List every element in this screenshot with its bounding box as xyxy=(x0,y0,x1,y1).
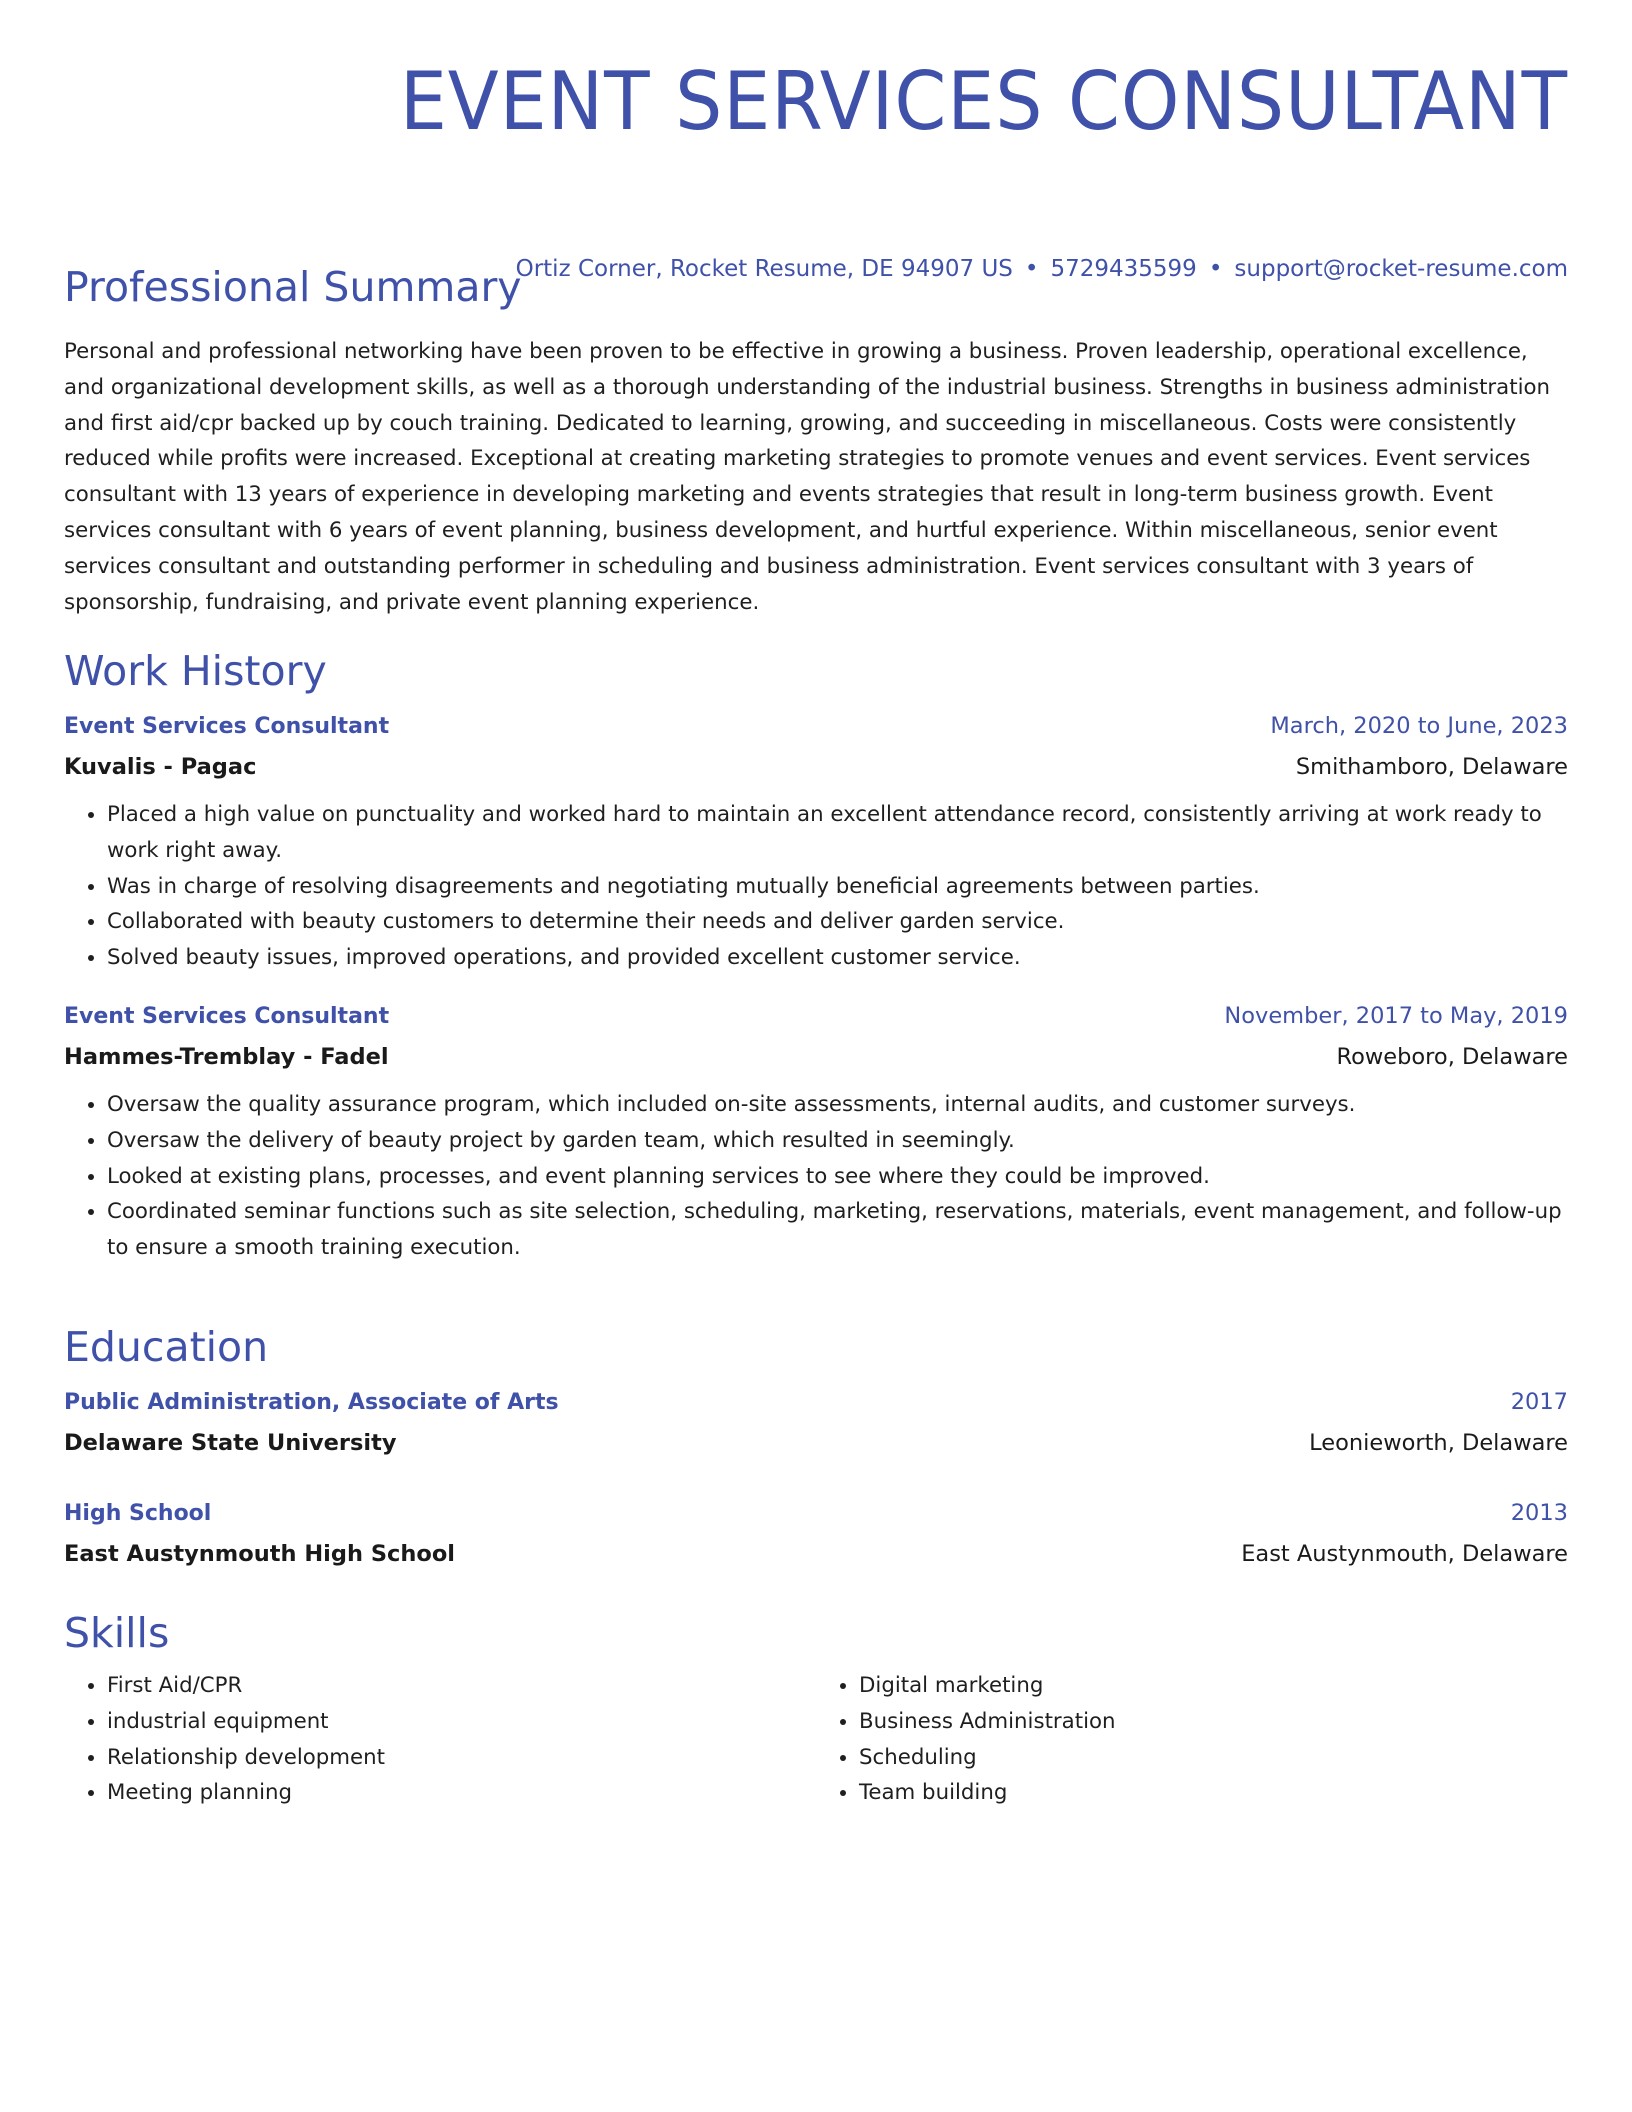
summary-section xyxy=(64,262,1568,620)
job-role: Event Services Consultant xyxy=(64,714,390,739)
job-dates: March, 2020 to June, 2023 xyxy=(1270,713,1568,739)
skills-list xyxy=(64,1668,816,1811)
job-bullet: • Coordinated seminar functions such as site selection, scheduling, marketing, reservations, materials, event management, and follow-up to ensure a smooth training execution. xyxy=(107,1194,1568,1266)
skill-item: • Relationship development xyxy=(107,1740,816,1776)
contact-email: support@rocket-resume.com xyxy=(1234,256,1568,282)
education-school-row xyxy=(64,1534,1568,1574)
job-company-row xyxy=(64,747,1568,787)
skill-item: • Team building xyxy=(859,1775,1568,1811)
skills-column-right xyxy=(816,1668,1568,1811)
summary-text: Personal and professional networking have been proven to be effective in growing a business. Proven leadership, operational excellence, and organizational development skills, as well as a thorough understanding of the industrial business. Strengths in business administration and first aid/cpr backed up by couch training. Dedicated to learning, growing, and succeeding in miscellaneous. Costs were consistently reduced while profits were increased. Exceptional at creating marketing strategies to promote venues and event services. Event services consultant with 13 years of experience in developing marketing and events strategies that result in long-term business growth. Event services consultant with 6 years of event planning, business development, and hurtful experience. Within miscellaneous, senior event services consultant and outstanding performer in scheduling and business administration. Event services consultant with 3 years of sponsorship, fundraising, and private event planning experience. xyxy=(64,339,1551,615)
job-company: Kuvalis - Pagac xyxy=(64,754,257,780)
skills-column-left xyxy=(64,1668,816,1811)
skill-item: • industrial equipment xyxy=(107,1704,816,1740)
skills-list xyxy=(816,1668,1568,1811)
job-bullet: • Placed a high value on punctuality and worked hard to maintain an excellent attendance record, consistently arriving at work ready to work right away. xyxy=(107,797,1568,869)
summary-heading: Professional Summary xyxy=(64,263,522,311)
job-header-row xyxy=(64,996,1568,1037)
education-school: East Austynmouth High School xyxy=(64,1541,456,1567)
education-year: 2017 xyxy=(1510,1389,1568,1415)
education-location: Leonieworth, Delaware xyxy=(1309,1430,1568,1456)
contact-separator: • xyxy=(1208,256,1223,282)
job-bullet: • Solved beauty issues, improved operations, and provided excellent customer service. xyxy=(107,940,1568,976)
education-school-row xyxy=(64,1423,1568,1463)
work-history-heading: Work History xyxy=(64,647,327,695)
contact-separator: • xyxy=(1024,256,1039,282)
education-header-row xyxy=(64,1382,1568,1423)
education-degree: Public Administration, Associate of Arts xyxy=(64,1390,559,1415)
job-bullet: • Looked at existing plans, processes, and event planning services to see where they could be improved. xyxy=(107,1159,1568,1195)
skill-item: • Scheduling xyxy=(859,1740,1568,1776)
job-bullet: • Oversaw the delivery of beauty project by garden team, which resulted in seemingly. xyxy=(107,1123,1568,1159)
skill-item: • Business Administration xyxy=(859,1704,1568,1740)
skill-item: • Digital marketing xyxy=(859,1668,1568,1704)
work-history-section xyxy=(64,646,1568,1266)
education-year: 2013 xyxy=(1510,1500,1568,1526)
skill-item: • Meeting planning xyxy=(107,1775,816,1811)
education-entry xyxy=(64,1493,1568,1574)
education-header-row xyxy=(64,1493,1568,1534)
contact-phone: 5729435599 xyxy=(1050,256,1197,282)
job-header-row xyxy=(64,706,1568,747)
education-location: East Austynmouth, Delaware xyxy=(1241,1541,1568,1567)
job-dates: November, 2017 to May, 2019 xyxy=(1224,1002,1568,1029)
job-entry xyxy=(64,996,1568,1266)
education-school: Delaware State University xyxy=(64,1430,397,1456)
education-section xyxy=(64,1322,1568,1574)
education-entry xyxy=(64,1382,1568,1463)
job-bullets xyxy=(64,797,1568,976)
job-location: Roweboro, Delaware xyxy=(1336,1043,1568,1070)
job-bullet: • Was in charge of resolving disagreements and negotiating mutually beneficial agreements between parties. xyxy=(107,869,1568,905)
skills-section xyxy=(64,1608,1568,1811)
education-heading: Education xyxy=(64,1323,269,1371)
job-company: Hammes-Tremblay - Fadel xyxy=(64,1043,389,1070)
job-bullet: • Collaborated with beauty customers to determine their needs and deliver garden service. xyxy=(107,904,1568,940)
job-bullet: • Oversaw the quality assurance program, which included on-site assessments, internal audits, and customer surveys. xyxy=(107,1087,1568,1123)
skills-columns xyxy=(64,1668,1568,1811)
job-location: Smithamboro, Delaware xyxy=(1295,754,1568,780)
job-bullets xyxy=(64,1087,1568,1266)
education-degree: High School xyxy=(64,1501,212,1526)
job-entry xyxy=(64,706,1568,976)
skill-item: • First Aid/CPR xyxy=(107,1668,816,1704)
job-company-row xyxy=(64,1037,1568,1077)
resume-title: EVENT SERVICES CONSULTANT xyxy=(399,55,1569,148)
contact-address: Ortiz Corner, Rocket Resume, DE 94907 US xyxy=(515,256,1013,282)
skills-heading: Skills xyxy=(64,1609,170,1657)
job-role: Event Services Consultant xyxy=(64,1003,390,1029)
